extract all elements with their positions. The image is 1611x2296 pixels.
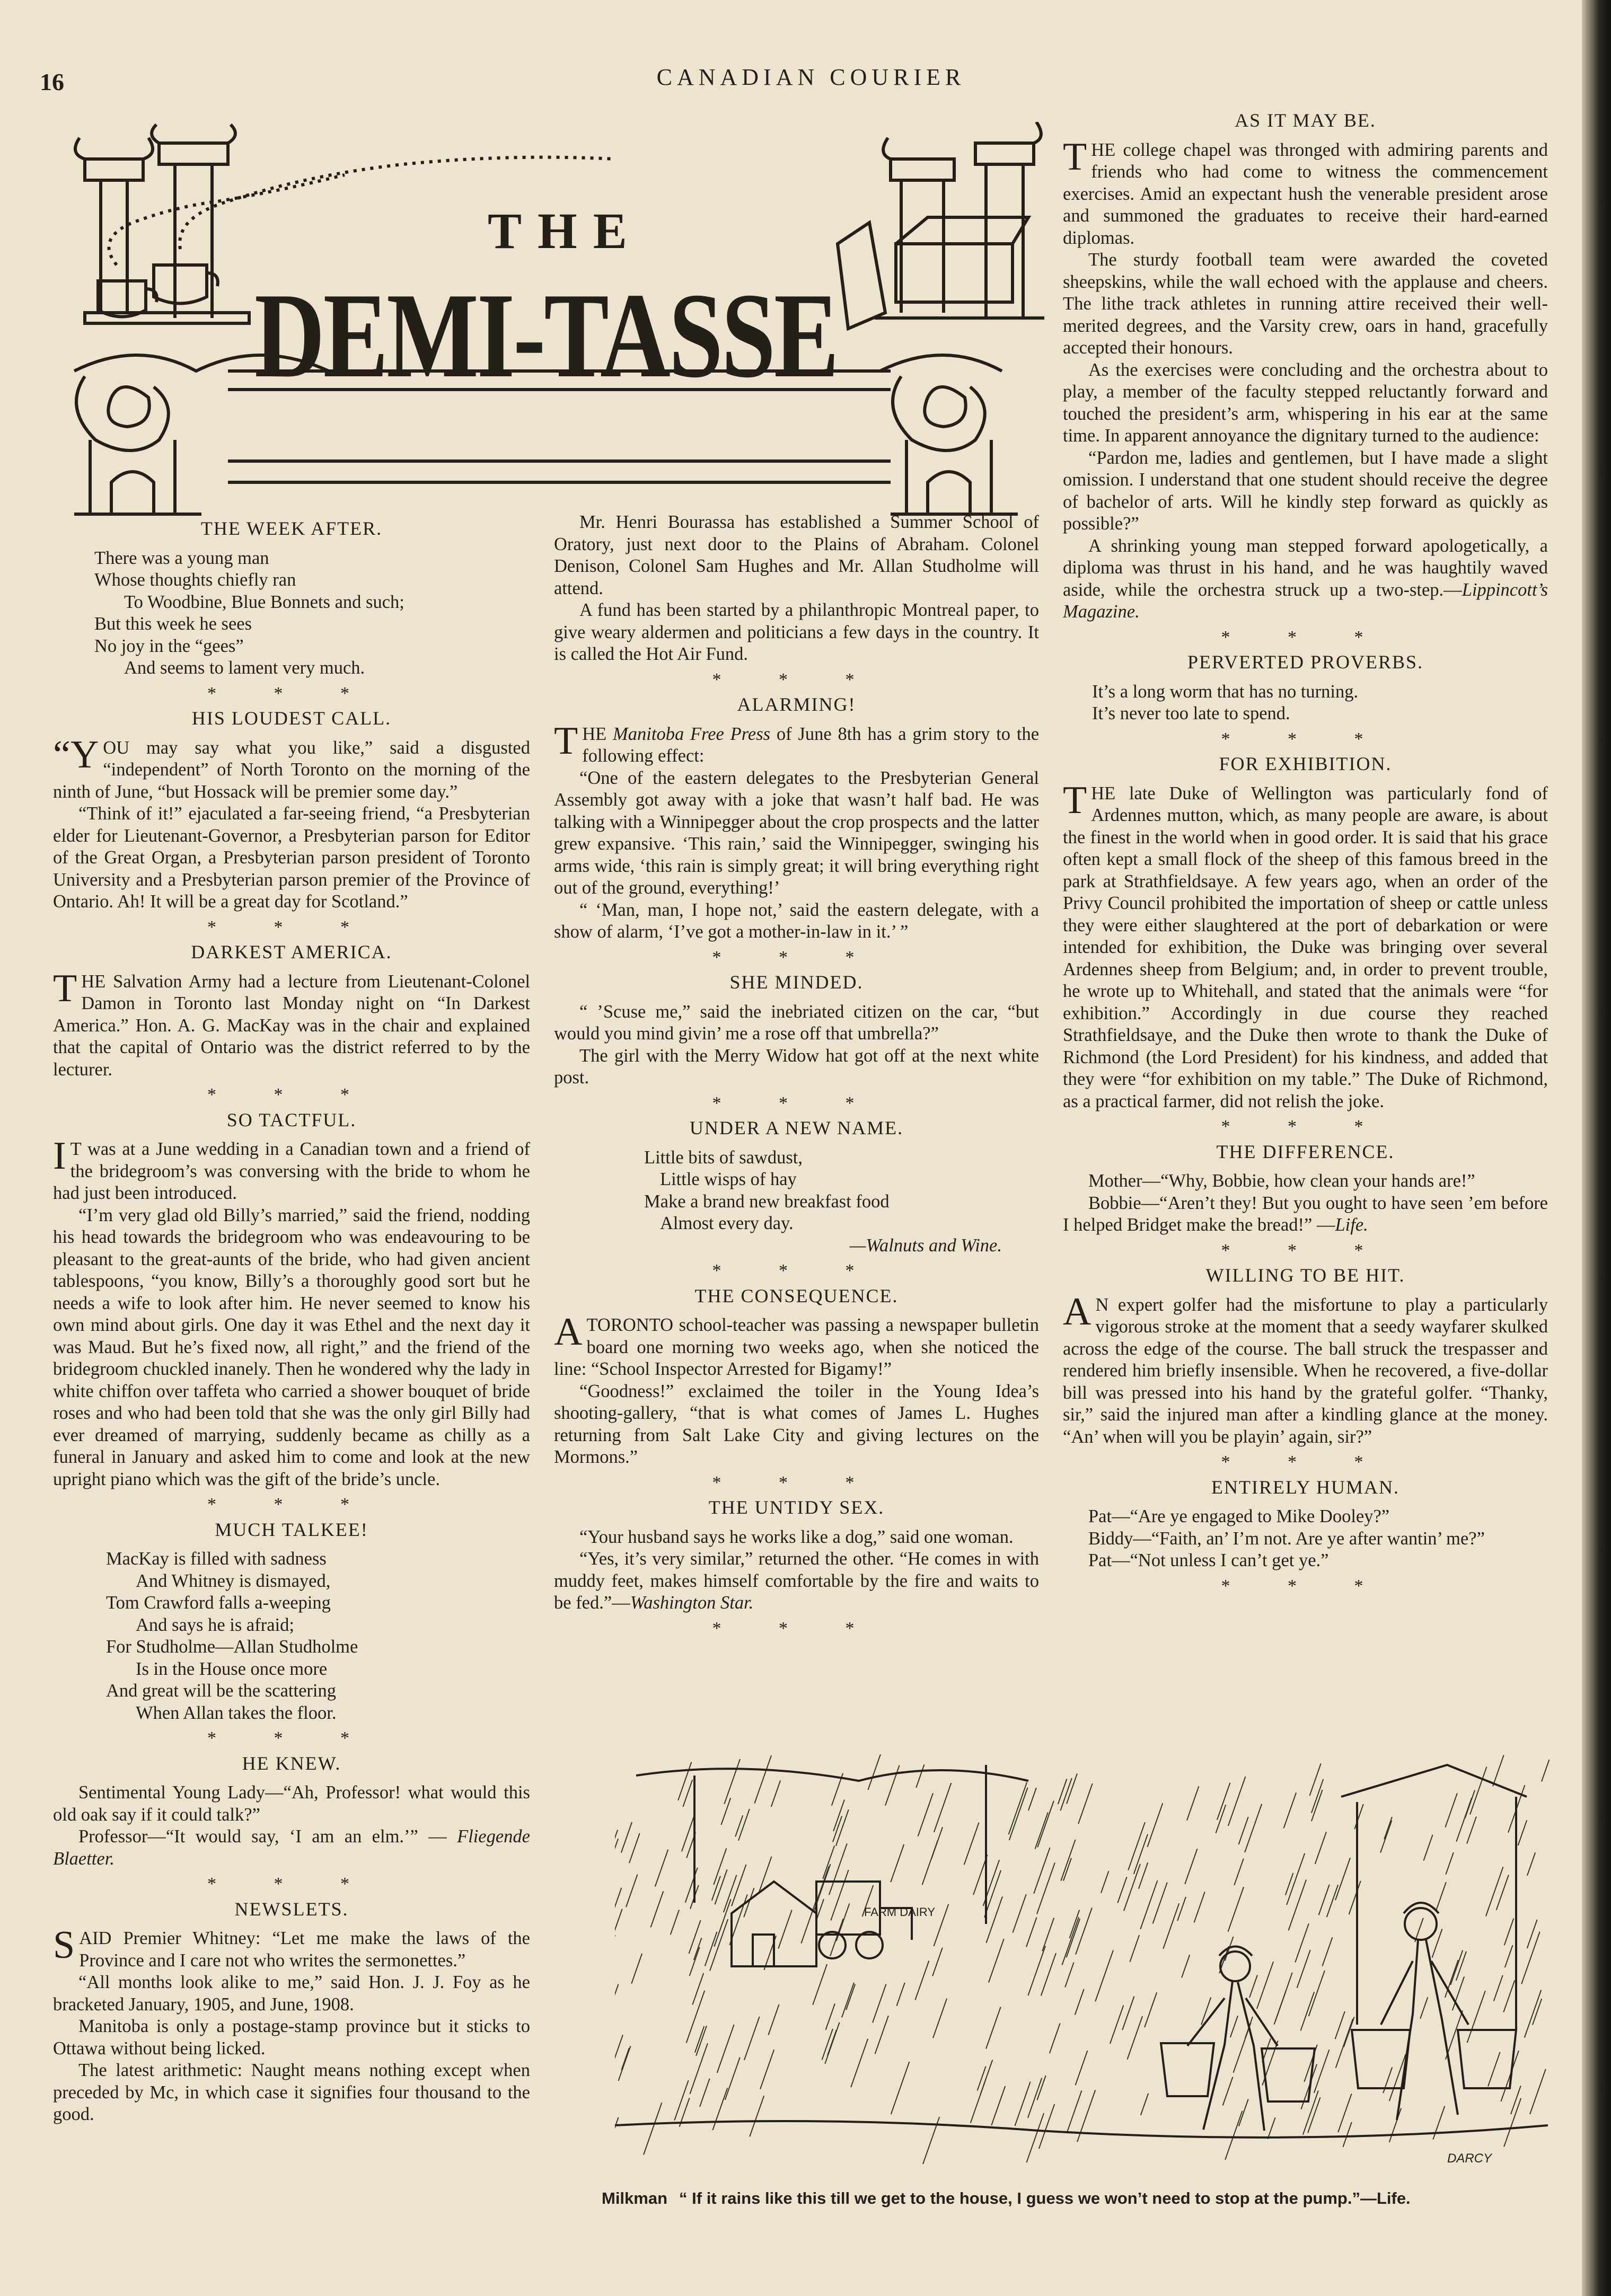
section-divider: * * * [207, 1874, 376, 1894]
article-heading: WILLING TO BE HIT. [1205, 1265, 1405, 1286]
article-heading: THE UNTIDY SEX. [708, 1497, 885, 1518]
section-divider: * * * [1221, 1240, 1390, 1260]
masthead-title: DEMI-TASSE [254, 268, 838, 403]
paragraph: SAID Premier Whitney: “Let me make the laws of the Province and I care not who writes the sermonettes.” [53, 1923, 530, 1971]
paragraph: Manitoba is only a postage-stamp province but it sticks to Ottawa without being licked. [53, 2016, 530, 2059]
caption-speaker: Milkman [602, 2189, 668, 2207]
section-divider: * * * [1221, 1452, 1390, 1472]
paragraph: The girl with the Merry Widow hat got off at the next white post. [554, 1045, 1039, 1088]
paragraph: A N expert golfer had the misfortune to play a particularly vigorous stroke at the moment that a seedy wayfarer skulked across the edge of the course. The ball struck the trespasser and rendered him briefly insensible. When he recovered, a five-dollar bill was pressed into his hand by the grateful golfer. “Thanky, sir,” said the injured man after a kindling glance at the money. “An’ when will you be playin’ again, sir?” [1063, 1290, 1548, 1447]
section-divider: * * * [1221, 729, 1390, 749]
section-divider: * * * [712, 669, 881, 690]
article-heading: SHE MINDED. [729, 972, 864, 993]
section-divider: * * * [712, 1472, 881, 1493]
paragraph: I T was at a June wedding in a Canadian town and a friend of the bridegroom’s was conversing with the bride to whom he had just been introduced. [53, 1134, 530, 1203]
section-divider: * * * [712, 1618, 881, 1638]
milkman-rain-cartoon [615, 1754, 1551, 2173]
column-middle [554, 511, 1039, 1642]
article-heading: FOR EXHIBITION. [1219, 753, 1392, 774]
paragraph: Mr. Henri Bourassa has established a Summer School of Oratory, just next door to the Plains of Abraham. Colonel Denison, Colonel Sam Hughes and Mr. Allan Studholme will attend. [554, 512, 1039, 598]
paragraph: “Goodness!” exclaimed the toiler in the Young Idea’s shooting-gallery, “that is what comes of James L. Hughes returning from Salt Lake City and giving lectures on the Mormons.” [554, 1381, 1039, 1467]
paragraph: “YOU may say what you like,” said a disgusted “independent” of North Toronto on the morning of the ninth of June, “but Hossack will be premier some day.” [53, 732, 530, 802]
article-heading: THE WEEK AFTER. [200, 518, 383, 539]
verse: There was a young man Whose thoughts chiefly ran To Woodbine, Blue Bonnets and such; But this week he sees No joy in the “gees” And seems to lament very much. [94, 547, 404, 678]
article-heading: ALARMING! [737, 694, 856, 715]
article-heading: ENTIRELY HUMAN. [1211, 1476, 1400, 1498]
paragraph: Pat—“Not unless I can’t get ye.” [1088, 1550, 1329, 1570]
paragraph: “I’m very glad old Billy’s married,” said the friend, nodding his head towards the bridegroom who was endeavouring to be pleasant to the great-aunts of the bride, who had given ancient tablespoons, “you know, Billy’s a thoroughly good sort but he needs a wife to look after him. He never seemed to know his own mind about girls. One day it was Ethel and the next day it was Maud. But he’s fixed now, all right,” and the friend of the bridegroom chuckled inanely. Then he wondered why the lady in white chiffon over taffeta who carried a shower bouquet of bride roses and who had been told that she was the only girl Billy had ever dreamed of marrying, suddenly became as chilly as a funeral in January and asked him to come and look at the new upright piano which was the gift of the bride’s uncle. [53, 1205, 530, 1489]
paragraph: The sturdy football team were awarded the coveted sheepskins, while the wall echoed with the applause and cheers. The lithe track athletes in running attire received their well-merited degrees, and the Varsity crew, oars in hand, gracefully accepted their honours. [1063, 250, 1548, 358]
paragraph: “Pardon me, ladies and gentlemen, but I have made a slight omission. I understand that one student should receive the degree of bachelor of arts. Will he kindly step forward as quickly as possible?” [1063, 447, 1548, 534]
paragraph: THE Manitoba Free Press of June 8th has a grim story to the following effect: [554, 719, 1040, 766]
verse: It’s a long worm that has no turning. It’s never too late to spend. [1092, 681, 1359, 723]
paragraph: “ ’Scuse me,” said the inebriated citizen on the car, “but would you mind givin’ me a rose off that umbrella?” [554, 1001, 1039, 1044]
paragraph: Sentimental Young Lady—“Ah, Professor! what would this old oak say if it could talk?” [53, 1782, 530, 1825]
paragraph: A shrinking young man stepped forward apologetically, a diploma was thrust in his hand, and he was haughtily waved aside, while the orchestra struck up a two-step.—Lippincott’s Magazine. [1063, 535, 1548, 622]
article-heading: THE DIFFERENCE. [1216, 1141, 1395, 1162]
paragraph: “Yes, it’s very similar,” returned the other. “He comes in with muddy feet, makes himself comfortable by the fire and waits to be fed.”—Washington Star. [554, 1549, 1039, 1613]
paragraph: The latest arithmetic: Naught means nothing except when preceded by Mc, in which case it signifies four thousand to the good. [53, 2060, 530, 2124]
article-heading: AS IT MAY BE. [1235, 110, 1376, 131]
section-divider: * * * [207, 683, 376, 703]
section-divider: * * * [207, 1085, 376, 1105]
paragraph: Mother—“Why, Bobbie, how clean your hands are!” [1088, 1171, 1475, 1191]
paragraph: “ ‘Man, man, I hope not,’ said the eastern delegate, with a show of alarm, ‘I’ve got a mother-in-law in it.’ ” [554, 899, 1039, 942]
paragraph: Bobbie—“Aren’t they! But you ought to have seen ’em before I helped Bridget make the bread!” —Life. [1063, 1193, 1548, 1235]
cartoon-illustration [615, 1754, 1551, 2173]
paragraph: A fund has been started by a philanthropic Montreal paper, to give weary aldermen and politicians a few days in the country. It is called the Hot Air Fund. [554, 600, 1039, 664]
running-head: CANADIAN COURIER [656, 64, 966, 90]
article-heading: NEWSLETS. [234, 1898, 349, 1920]
paragraph: Biddy—“Faith, an’ I’m not. Are ye after wantin’ me?” [1088, 1528, 1485, 1549]
paragraph: “Your husband says he works like a dog,” said one woman. [579, 1526, 1014, 1547]
source-credit: Washington Star. [630, 1593, 754, 1613]
source-credit: Fliegende Blaetter. [53, 1826, 530, 1869]
masthead-the: THE [488, 202, 643, 259]
article-heading: SO TACTFUL. [226, 1109, 357, 1131]
article-heading: DARKEST AMERICA. [191, 941, 392, 962]
paragraph: Professor—“It would say, ‘I am an elm.’” — Fliegende Blaetter. [53, 1826, 530, 1869]
artist-signature: DARCY [1447, 2151, 1492, 2166]
cartoon-caption [602, 2189, 1566, 2208]
paragraph: “Think of it!” ejaculated a far-seeing friend, “a Presbyterian elder for Lieutenant-Governor, a Presbyterian parson for Editor of the Great Organ, a Presbyterian parson president of Toronto University and a Presbyterian parson premier of the Province of Ontario. Ah! It will be a great day for Scotland.” [53, 803, 530, 912]
paragraph: THE college chapel was thronged with admiring parents and friends who had come to witness the commencement exercises. Amid an expectant hush the venerable president arose and summoned the graduates to receive their hard-earned diplomas. [1063, 135, 1548, 248]
section-divider: * * * [712, 1261, 881, 1281]
verse: MacKay is filled with sadness And Whitney is dismayed, Tom Crawford falls a-weeping And says he is afraid; For Studholme—Allan Studholme Is in the House once more And great will be the scattering When Allan takes the floor. [106, 1549, 358, 1723]
section-divider: * * * [207, 917, 376, 937]
article-heading: HE KNEW. [242, 1752, 341, 1774]
paragraph: THE Salvation Army had a lecture from Lieutenant-Colonel Damon in Toronto last Monday night on “In Darkest America.” Hon. A. G. MacKay was in the chair and explained that the capital of Ontario was the district referred to by the lecturer. [53, 966, 530, 1080]
article-heading: THE CONSEQUENCE. [694, 1285, 899, 1306]
column-right [1063, 109, 1548, 1600]
source-credit: Life. [1335, 1215, 1368, 1235]
source-credit: —Walnuts and Wine. [849, 1235, 1002, 1256]
section-divider: * * * [1221, 1576, 1390, 1596]
source-credit: Lippincott’s Magazine. [1063, 579, 1548, 622]
paragraph: A TORONTO school-teacher was passing a newspaper bulletin board one morning two weeks ago, when she noticed the line: “School Inspector Arrested for Bigamy!” [554, 1310, 1039, 1379]
article-heading: MUCH TALKEE! [215, 1518, 368, 1540]
book-spine-shadow [1582, 0, 1611, 2296]
paragraph: “All months look alike to me,” said Hon. J. J. Foy as he bracketed January, 1905, and June, 1908. [53, 1972, 530, 2015]
article-heading: HIS LOUDEST CALL. [191, 708, 392, 729]
paragraph: As the exercises were concluding and the orchestra about to play, a member of the faculty stepped reluctantly forward and touched the president’s arm, whispering in his ear at the same time. In apparent annoyance the dignitary turned to the audience: [1063, 359, 1548, 446]
verse: Little bits of sawdust, Little wisps of hay Make a brand new breakfast food Almost every day. [644, 1147, 890, 1233]
wagon-sign: FARM DAIRY [864, 1905, 936, 1919]
paragraph: Pat—“Are ye engaged to Mike Dooley?” [1088, 1506, 1390, 1526]
section-divider: * * * [207, 1495, 376, 1514]
caption-text: “ If it rains like this till we get to the house, I guess we won’t need to stop at the pump.”—Life. [679, 2189, 1411, 2207]
section-divider: * * * [1221, 1117, 1390, 1136]
page-number: 16 [40, 68, 64, 95]
section-divider: * * * [207, 1728, 376, 1748]
demi-tasse-masthead [53, 122, 1050, 535]
paragraph: THE late Duke of Wellington was particularly fond of Ardennes mutton, which, as many people are aware, is about the finest in the world when in good order. It is said that his grace often kept a small flock of the sheep of this famous breed in the park at Strathfieldsaye. A few years ago, when an order of the Privy Council prohibited the importation of sheep or cattle unless they were either slaughtered at the port of debarkation or were intended for exhibition, the Duke was bringing over several Ardennes sheep from Belgium; and, in order to prevent trouble, he wrote up to Whitehall, and stated that the animals were “for exhibition.” Accordingly in due course they reached Strathfieldsaye, and the Duke then wrote to thank the Duke of Richmond (the Lord President) for his kindness, and added that they were “for exhibition on my table.” The Duke of Richmond, as a practical farmer, did not relish the joke. [1063, 778, 1548, 1111]
section-divider: * * * [712, 1093, 881, 1113]
article-heading: PERVERTED PROVERBS. [1187, 651, 1424, 673]
paragraph: “One of the eastern delegates to the Presbyterian General Assembly got away with a joke that wasn’t half bad. He was talking with a Winnipegger about the crop prospects and the latter grew expansive. ‘This rain,’ said the Winnipegger, swinging his arms wide, ‘this rain is simply great; it will bring everything right out of the ground, everything!’ [554, 767, 1039, 898]
section-divider: * * * [712, 947, 881, 967]
article-heading: UNDER A NEW NAME. [689, 1117, 904, 1138]
column-left [53, 517, 530, 2126]
section-divider: * * * [1221, 627, 1390, 647]
